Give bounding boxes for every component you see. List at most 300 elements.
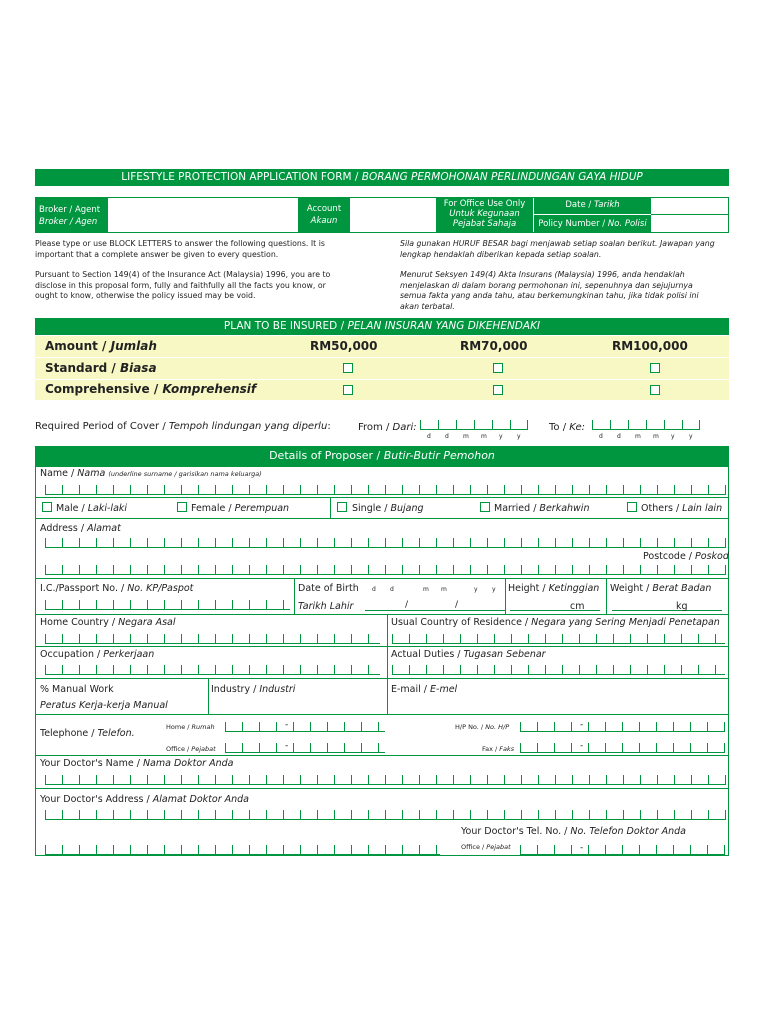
office-use-en: For Office Use Only bbox=[443, 199, 526, 209]
box-tick bbox=[147, 538, 148, 548]
box-tick bbox=[419, 538, 420, 548]
broker-label-en: Broker / Agent bbox=[39, 205, 101, 215]
box-tick bbox=[300, 775, 301, 785]
box-tick bbox=[504, 565, 505, 575]
box-tick bbox=[317, 775, 318, 785]
box-tick bbox=[528, 634, 529, 644]
box-tick bbox=[181, 485, 182, 495]
box-tick bbox=[147, 775, 148, 785]
box-tick bbox=[623, 485, 624, 495]
box-tick bbox=[579, 634, 580, 644]
box-tick bbox=[276, 743, 277, 753]
box-tick bbox=[681, 665, 682, 675]
box-tick bbox=[317, 485, 318, 495]
box-tick bbox=[453, 538, 454, 548]
box-tick bbox=[249, 775, 250, 785]
box-tick bbox=[242, 743, 243, 753]
box-tick bbox=[259, 722, 260, 732]
box-tick bbox=[266, 665, 267, 675]
box-tick bbox=[402, 810, 403, 820]
box-tick bbox=[45, 634, 46, 644]
box-tick bbox=[130, 538, 131, 548]
box-tick bbox=[443, 634, 444, 644]
standard-rm50000-checkbox[interactable] bbox=[343, 363, 353, 373]
box-tick bbox=[436, 538, 437, 548]
box-tick bbox=[521, 565, 522, 575]
box-tick bbox=[181, 810, 182, 820]
instruction-en-1: Please type or use BLOCK LETTERS to answer the following questions. It is important that a complete answer be given to every question. bbox=[35, 239, 325, 259]
box-tick bbox=[215, 845, 216, 855]
female-checkbox[interactable] bbox=[177, 502, 187, 512]
box-tick bbox=[317, 845, 318, 855]
box-tick bbox=[571, 743, 572, 753]
married-label: Married / Berkahwin bbox=[494, 503, 590, 514]
date-label-cell bbox=[534, 197, 651, 214]
box-tick bbox=[494, 665, 495, 675]
box-tick bbox=[606, 538, 607, 548]
office-use-my1: Untuk Kegunaan bbox=[449, 209, 520, 219]
dob-label-en: Date of Birth bbox=[298, 583, 359, 594]
box-tick bbox=[96, 538, 97, 548]
box-tick bbox=[181, 775, 182, 785]
box-tick bbox=[470, 565, 471, 575]
box-tick bbox=[45, 665, 46, 675]
box-tick bbox=[300, 538, 301, 548]
box-tick bbox=[215, 485, 216, 495]
height-unit: cm bbox=[570, 601, 585, 612]
box-tick bbox=[181, 665, 182, 675]
box-tick bbox=[198, 845, 199, 855]
box-tick bbox=[130, 845, 131, 855]
box-tick bbox=[521, 485, 522, 495]
box-tick bbox=[606, 485, 607, 495]
box-tick bbox=[664, 665, 665, 675]
box-tick bbox=[130, 600, 131, 610]
box-tick bbox=[385, 565, 386, 575]
box-tick bbox=[715, 665, 716, 675]
residence-input[interactable] bbox=[392, 634, 725, 644]
box-tick bbox=[45, 538, 46, 548]
box-tick bbox=[487, 775, 488, 785]
box-tick bbox=[361, 743, 362, 753]
box-tick bbox=[562, 634, 563, 644]
box-tick bbox=[259, 743, 260, 753]
box-tick bbox=[640, 538, 641, 548]
box-tick bbox=[708, 538, 709, 548]
box-tick bbox=[215, 600, 216, 610]
box-tick bbox=[436, 810, 437, 820]
box-tick bbox=[198, 810, 199, 820]
form-title-en: LIFESTYLE PROTECTION APPLICATION FORM / bbox=[121, 171, 362, 183]
box-tick bbox=[606, 775, 607, 785]
box-tick bbox=[368, 845, 369, 855]
comprehensive-rm70000-checkbox[interactable] bbox=[493, 385, 503, 395]
box-tick bbox=[673, 845, 674, 855]
box-tick bbox=[378, 722, 379, 732]
box-tick bbox=[725, 538, 726, 548]
box-tick bbox=[96, 565, 97, 575]
box-tick bbox=[538, 565, 539, 575]
box-tick bbox=[45, 845, 46, 855]
occupation-label: Occupation / Perkerjaan bbox=[40, 649, 155, 660]
box-tick bbox=[361, 722, 362, 732]
box-tick bbox=[334, 775, 335, 785]
box-tick bbox=[622, 722, 623, 732]
ic-label: I.C./Passport No. / No. KP/Paspot bbox=[40, 583, 194, 594]
form-title-bar bbox=[35, 169, 729, 186]
box-tick bbox=[147, 485, 148, 495]
box-tick bbox=[368, 634, 369, 644]
box-tick bbox=[130, 775, 131, 785]
box-tick bbox=[419, 775, 420, 785]
male-checkbox[interactable] bbox=[42, 502, 52, 512]
box-tick bbox=[402, 538, 403, 548]
box-tick bbox=[589, 775, 590, 785]
box-tick bbox=[130, 485, 131, 495]
box-tick bbox=[673, 722, 674, 732]
box-tick bbox=[249, 634, 250, 644]
email-input[interactable] bbox=[391, 698, 725, 712]
box-tick bbox=[656, 845, 657, 855]
address-input-line1[interactable] bbox=[45, 538, 725, 548]
box-tick bbox=[368, 485, 369, 495]
fax-dash: - bbox=[580, 741, 584, 751]
box-tick bbox=[562, 665, 563, 675]
box-tick bbox=[215, 538, 216, 548]
box-tick bbox=[96, 634, 97, 644]
box-tick bbox=[392, 634, 393, 644]
box-tick bbox=[300, 565, 301, 575]
box-tick bbox=[283, 634, 284, 644]
box-tick bbox=[419, 565, 420, 575]
box-tick bbox=[708, 775, 709, 785]
height-input[interactable] bbox=[510, 600, 600, 611]
box-tick bbox=[45, 565, 46, 575]
box-tick bbox=[572, 485, 573, 495]
box-tick bbox=[300, 485, 301, 495]
box-tick bbox=[555, 775, 556, 785]
box-tick bbox=[164, 634, 165, 644]
box-tick bbox=[571, 845, 572, 855]
box-tick bbox=[674, 775, 675, 785]
box-tick bbox=[266, 538, 267, 548]
box-tick bbox=[545, 665, 546, 675]
box-tick bbox=[276, 722, 277, 732]
box-tick bbox=[426, 634, 427, 644]
box-tick bbox=[368, 665, 369, 675]
box-tick bbox=[113, 538, 114, 548]
box-tick bbox=[674, 538, 675, 548]
box-tick bbox=[79, 634, 80, 644]
cover-period-label: Required Period of Cover / Tempoh lindungan yang diperlu: bbox=[35, 421, 331, 432]
box-tick bbox=[164, 600, 165, 610]
box-tick bbox=[470, 485, 471, 495]
box-tick bbox=[572, 775, 573, 785]
box-tick bbox=[725, 565, 726, 575]
box-tick bbox=[79, 810, 80, 820]
box-tick bbox=[79, 538, 80, 548]
form-title-my: BORANG PERMOHONAN PERLINDUNGAN GAYA HIDUP bbox=[361, 171, 643, 183]
dob-hints: d d m m y y bbox=[372, 586, 496, 593]
box-tick bbox=[554, 845, 555, 855]
box-tick bbox=[613, 634, 614, 644]
box-tick bbox=[283, 845, 284, 855]
box-tick bbox=[640, 810, 641, 820]
box-tick bbox=[674, 565, 675, 575]
box-tick bbox=[232, 775, 233, 785]
box-tick bbox=[327, 743, 328, 753]
box-tick bbox=[572, 565, 573, 575]
box-tick bbox=[691, 485, 692, 495]
box-tick bbox=[494, 634, 495, 644]
box-tick bbox=[657, 565, 658, 575]
amount-label: Amount / Jumlah bbox=[45, 339, 157, 353]
box-tick bbox=[62, 485, 63, 495]
box-tick bbox=[588, 845, 589, 855]
box-tick bbox=[249, 485, 250, 495]
box-tick bbox=[317, 565, 318, 575]
box-tick bbox=[215, 810, 216, 820]
policy-label-cell bbox=[534, 215, 651, 233]
box-tick bbox=[708, 565, 709, 575]
date-label-en: Date / bbox=[565, 200, 594, 210]
box-tick bbox=[691, 810, 692, 820]
plan-option-rm50000: RM50,000 bbox=[310, 339, 378, 353]
box-tick bbox=[300, 810, 301, 820]
box-tick bbox=[164, 485, 165, 495]
box-tick bbox=[96, 600, 97, 610]
box-tick bbox=[351, 485, 352, 495]
box-tick bbox=[477, 665, 478, 675]
box-tick bbox=[198, 600, 199, 610]
box-tick bbox=[511, 634, 512, 644]
box-tick bbox=[538, 775, 539, 785]
hp-input[interactable] bbox=[520, 722, 725, 732]
policy-number-input[interactable] bbox=[652, 215, 728, 232]
box-tick bbox=[283, 538, 284, 548]
box-tick bbox=[232, 810, 233, 820]
box-tick bbox=[622, 845, 623, 855]
home-phone-input[interactable] bbox=[225, 722, 385, 732]
plan-title-en: PLAN TO BE INSURED / bbox=[223, 320, 348, 332]
doctor-address-input-line2[interactable] bbox=[45, 845, 440, 855]
box-tick bbox=[504, 485, 505, 495]
box-tick bbox=[707, 743, 708, 753]
box-tick bbox=[215, 775, 216, 785]
married-checkbox[interactable] bbox=[480, 502, 490, 512]
box-tick bbox=[164, 665, 165, 675]
manual-work-label-my: Peratus Kerja-kerja Manual bbox=[40, 700, 168, 711]
box-tick bbox=[249, 810, 250, 820]
doctor-tel-dash: - bbox=[580, 843, 584, 853]
box-tick bbox=[147, 810, 148, 820]
box-tick bbox=[436, 845, 437, 855]
broker-input[interactable] bbox=[108, 198, 298, 232]
fax-input[interactable] bbox=[520, 743, 725, 753]
cover-to-date-input[interactable] bbox=[592, 418, 700, 430]
box-tick bbox=[521, 810, 522, 820]
office-phone-label: Office / Pejabat bbox=[166, 745, 216, 753]
date-label-my: Tarikh bbox=[593, 200, 620, 210]
box-tick bbox=[630, 634, 631, 644]
box-tick bbox=[334, 810, 335, 820]
box-tick bbox=[283, 810, 284, 820]
postcode-label: Postcode / Poskod bbox=[643, 551, 729, 562]
box-tick bbox=[147, 665, 148, 675]
box-tick bbox=[334, 665, 335, 675]
ic-input[interactable] bbox=[45, 600, 290, 610]
box-tick bbox=[520, 743, 521, 753]
duties-input[interactable] bbox=[392, 665, 725, 675]
dob-input[interactable] bbox=[365, 600, 505, 611]
box-tick bbox=[45, 600, 46, 610]
box-tick bbox=[596, 634, 597, 644]
box-tick bbox=[113, 665, 114, 675]
doctor-address-input-line1[interactable] bbox=[45, 810, 725, 820]
box-tick bbox=[639, 743, 640, 753]
box-tick bbox=[640, 565, 641, 575]
box-tick bbox=[62, 600, 63, 610]
box-tick bbox=[572, 810, 573, 820]
instruction-en-2: Pursuant to Section 149(4) of the Insurance Act (Malaysia) 1996, you are to disclose in this proposal form, fully and faithfully all the facts you know, or ought to know, otherwise the policy issued may be void. bbox=[35, 270, 331, 300]
box-tick bbox=[344, 722, 345, 732]
box-tick bbox=[147, 600, 148, 610]
box-tick bbox=[283, 485, 284, 495]
box-tick bbox=[351, 810, 352, 820]
box-tick bbox=[520, 722, 521, 732]
standard-rm100000-checkbox[interactable] bbox=[650, 363, 660, 373]
box-tick bbox=[62, 538, 63, 548]
dob-slash-2: / bbox=[455, 600, 459, 610]
others-label: Others / Lain lain bbox=[641, 503, 723, 514]
box-tick bbox=[605, 743, 606, 753]
box-tick bbox=[96, 775, 97, 785]
broker-label-cell bbox=[35, 197, 107, 233]
box-tick bbox=[385, 538, 386, 548]
box-tick bbox=[698, 665, 699, 675]
box-tick bbox=[334, 634, 335, 644]
account-label-my: Akaun bbox=[310, 216, 338, 226]
box-tick bbox=[691, 565, 692, 575]
account-input[interactable] bbox=[351, 198, 436, 232]
box-tick bbox=[334, 565, 335, 575]
box-tick bbox=[555, 810, 556, 820]
box-tick bbox=[79, 665, 80, 675]
box-tick bbox=[528, 665, 529, 675]
box-tick bbox=[79, 845, 80, 855]
address-input-line2[interactable] bbox=[45, 565, 725, 575]
box-tick bbox=[409, 665, 410, 675]
box-tick bbox=[605, 845, 606, 855]
box-tick bbox=[436, 775, 437, 785]
box-tick bbox=[310, 722, 311, 732]
doctor-name-input[interactable] bbox=[45, 775, 725, 785]
box-tick bbox=[283, 775, 284, 785]
office-use-label-cell bbox=[436, 197, 533, 233]
box-tick bbox=[392, 665, 393, 675]
box-tick bbox=[674, 810, 675, 820]
box-tick bbox=[470, 775, 471, 785]
comprehensive-rm100000-checkbox[interactable] bbox=[650, 385, 660, 395]
standard-rm70000-checkbox[interactable] bbox=[493, 363, 503, 373]
single-checkbox[interactable] bbox=[337, 502, 347, 512]
name-label: Name / Nama (underline surname / garisikan nama keluarga) bbox=[40, 468, 262, 479]
others-checkbox[interactable] bbox=[627, 502, 637, 512]
box-tick bbox=[409, 634, 410, 644]
box-tick bbox=[198, 485, 199, 495]
box-tick bbox=[402, 845, 403, 855]
name-input[interactable] bbox=[45, 485, 725, 495]
cover-from-date-input[interactable] bbox=[420, 418, 528, 430]
doctor-tel-input[interactable] bbox=[520, 845, 725, 855]
box-tick bbox=[639, 845, 640, 855]
box-tick bbox=[681, 634, 682, 644]
box-tick bbox=[708, 485, 709, 495]
comprehensive-rm50000-checkbox[interactable] bbox=[343, 385, 353, 395]
box-tick bbox=[242, 722, 243, 732]
box-tick bbox=[113, 634, 114, 644]
box-tick bbox=[351, 565, 352, 575]
box-tick bbox=[538, 485, 539, 495]
manual-work-label-en: % Manual Work bbox=[40, 684, 114, 695]
box-tick bbox=[707, 722, 708, 732]
box-tick bbox=[545, 634, 546, 644]
industry-input[interactable] bbox=[211, 698, 386, 712]
box-tick bbox=[419, 810, 420, 820]
home-country-input[interactable] bbox=[45, 634, 380, 644]
box-tick bbox=[537, 845, 538, 855]
hp-label: H/P No. / No. H/P bbox=[455, 723, 510, 731]
box-tick bbox=[164, 565, 165, 575]
residence-label: Usual Country of Residence / Negara yang Sering Menjadi Penetapan bbox=[391, 617, 720, 628]
box-tick bbox=[419, 485, 420, 495]
box-tick bbox=[327, 722, 328, 732]
plan-title-bar bbox=[35, 318, 729, 335]
box-tick bbox=[690, 845, 691, 855]
box-tick bbox=[164, 538, 165, 548]
box-tick bbox=[487, 565, 488, 575]
box-tick bbox=[691, 538, 692, 548]
box-tick bbox=[147, 634, 148, 644]
date-input[interactable] bbox=[652, 198, 728, 214]
box-tick bbox=[249, 565, 250, 575]
box-tick bbox=[657, 538, 658, 548]
box-tick bbox=[537, 722, 538, 732]
box-tick bbox=[589, 485, 590, 495]
box-tick bbox=[504, 810, 505, 820]
box-tick bbox=[554, 743, 555, 753]
box-tick bbox=[164, 845, 165, 855]
occupation-input[interactable] bbox=[45, 665, 380, 675]
box-tick bbox=[715, 634, 716, 644]
box-tick bbox=[249, 665, 250, 675]
weight-input[interactable] bbox=[612, 600, 722, 611]
box-tick bbox=[130, 565, 131, 575]
office-phone-input[interactable] bbox=[225, 743, 385, 753]
standard-label: Standard / Biasa bbox=[45, 361, 157, 375]
box-tick bbox=[283, 665, 284, 675]
box-tick bbox=[232, 485, 233, 495]
account-label-en: Account bbox=[306, 204, 342, 214]
box-tick bbox=[708, 810, 709, 820]
box-tick bbox=[181, 538, 182, 548]
box-tick bbox=[419, 845, 420, 855]
box-tick bbox=[606, 565, 607, 575]
box-tick bbox=[334, 538, 335, 548]
box-tick bbox=[130, 634, 131, 644]
proposer-title-bar: Details of Proposer / Butir-Butir Pemohon bbox=[35, 446, 729, 466]
box-tick bbox=[589, 538, 590, 548]
